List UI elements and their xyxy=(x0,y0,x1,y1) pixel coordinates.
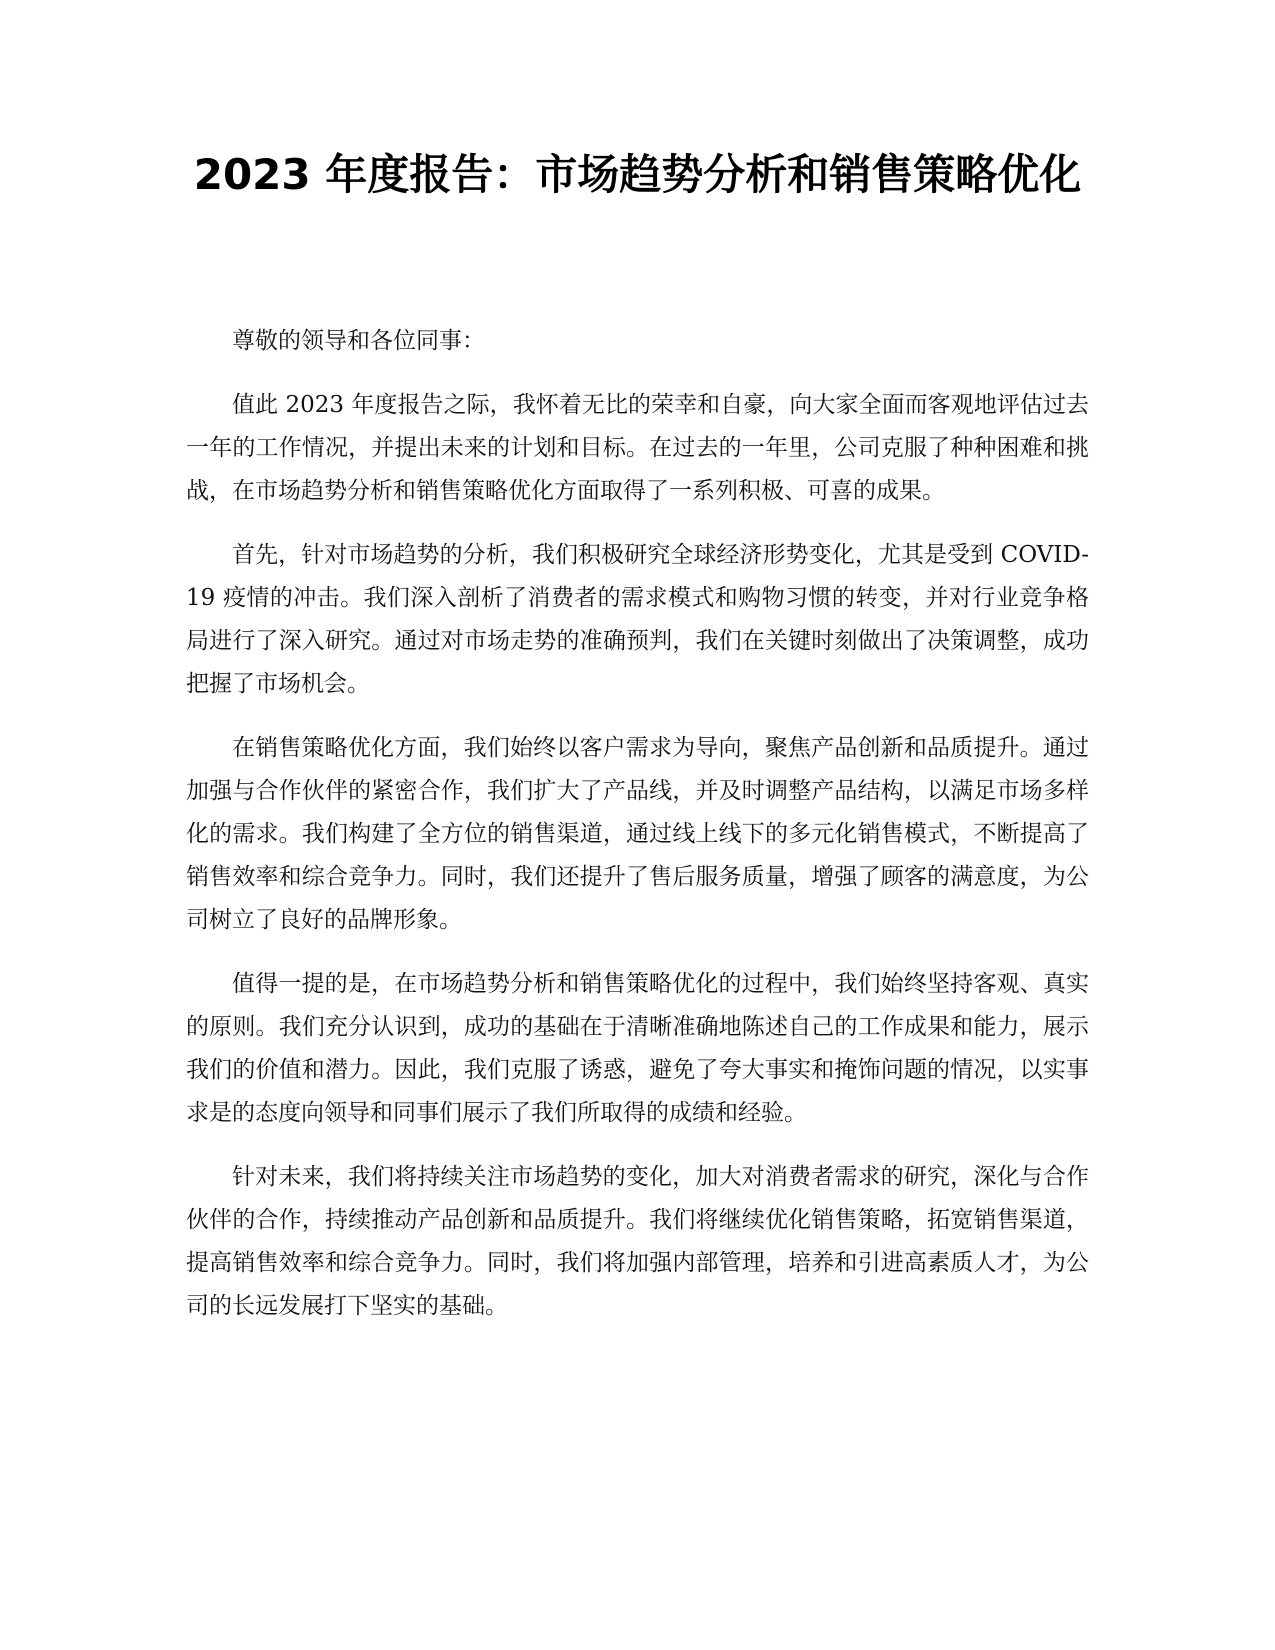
document-title: 2023 年度报告：市场趋势分析和销售策略优化 xyxy=(193,150,1082,199)
paragraph-market-analysis: 首先，针对市场趋势的分析，我们积极研究全球经济形势变化，尤其是受到 COVID-19 疫情的冲击。我们深入剖析了消费者的需求模式和购物习惯的转变，并对行业竞争格局进行了深入研究。通过对市场走势的准确预判，我们在关键时刻做出了决策调整，成功把握了市场机会。 xyxy=(186,542,1089,697)
salutation: 尊敬的领导和各位同事： xyxy=(232,328,485,354)
document-body xyxy=(186,320,1089,1349)
paragraph-intro: 值此 2023 年度报告之际，我怀着无比的荣幸和自豪，向大家全面而客观地评估过去一年的工作情况，并提出未来的计划和目标。在过去的一年里，公司克服了种种困难和挑战，在市场趋势分析和销售策略优化方面取得了一系列积极、可喜的成果。 xyxy=(186,392,1089,504)
paragraph-principles: 值得一提的是，在市场趋势分析和销售策略优化的过程中，我们始终坚持客观、真实的原则。我们充分认识到，成功的基础在于清晰准确地陈述自己的工作成果和能力，展示我们的价值和潜力。因此，我们克服了诱惑，避免了夸大事实和掩饰问题的情况，以实事求是的态度向领导和同事们展示了我们所取得的成绩和经验。 xyxy=(186,971,1089,1126)
paragraph-sales-strategy: 在销售策略优化方面，我们始终以客户需求为导向，聚焦产品创新和品质提升。通过加强与合作伙伴的紧密合作，我们扩大了产品线，并及时调整产品结构，以满足市场多样化的需求。我们构建了全方位的销售渠道，通过线上线下的多元化销售模式，不断提高了销售效率和综合竞争力。同时，我们还提升了售后服务质量，增强了顾客的满意度，为公司树立了良好的品牌形象。 xyxy=(186,735,1089,933)
paragraph-future: 针对未来，我们将持续关注市场趋势的变化，加大对消费者需求的研究，深化与合作伙伴的合作，持续推动产品创新和品质提升。我们将继续优化销售策略，拓宽销售渠道，提高销售效率和综合竞争力。同时，我们将加强内部管理，培养和引进高素质人才，为公司的长远发展打下坚实的基础。 xyxy=(186,1164,1089,1319)
